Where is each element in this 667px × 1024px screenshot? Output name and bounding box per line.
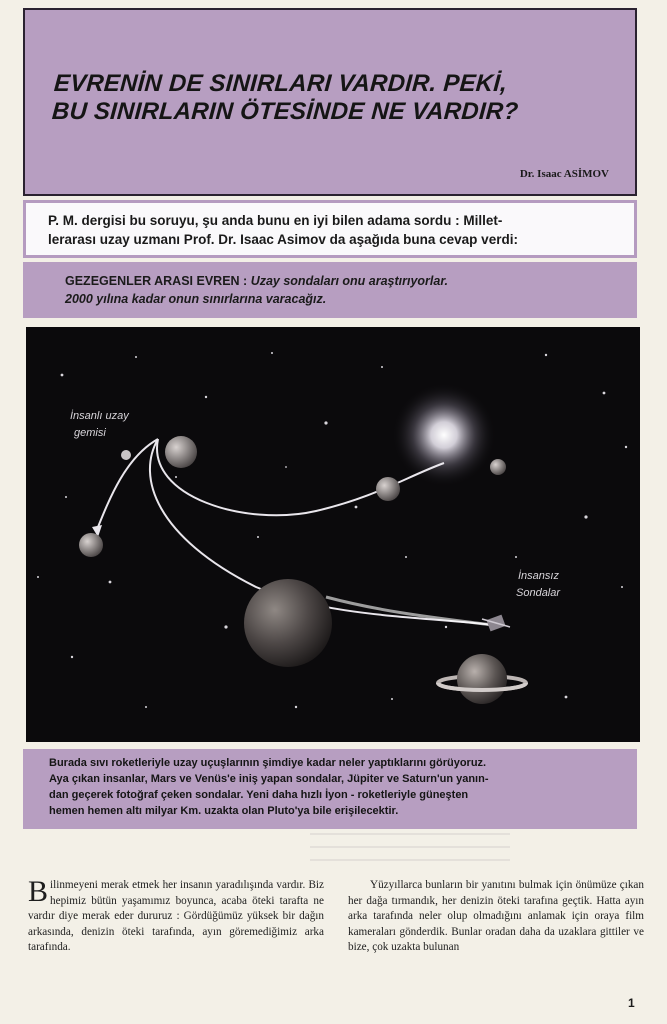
section-body-line-1: Uzay sondaları onu araştırıyorlar. [250, 274, 448, 288]
headline [51, 70, 615, 126]
stars [37, 352, 627, 708]
moon [121, 450, 131, 460]
body-right-text: Yüzyıllarca bunların bir yanıtını bulmak için önümüze çıkan her dağa tırmandık, her denizin öteki tarafına geçtik. Hatta ayın arka tarafında neler olup olmadığını anlamak için oraya film kameraları gönderdik. Bunlar oradan daha da uzaklara gittiler ve bize, çok uzakta bulunan [348, 879, 644, 954]
jupiter [244, 579, 332, 667]
section-label: GEZEGENLER ARASI EVREN : [65, 274, 248, 288]
body-left-text: ilinmeyeni merak etmek her insanın yaradılışında vardır. Biz hepimiz bütün yaşamımız boyunca, acaba öteki tarafta ne vardır diye merak eder dururuz : Gördüğümüz yüksek bir dağın arkasında, denizin öteki tarafında, ayın göremediğimiz arka tarafında. [28, 879, 324, 954]
caption-line-3: dan geçerek fotoğraf çeken sondalar. Yeni daha hızlı İyon - roketleriyle güneşten [49, 789, 469, 801]
intro-line-2: lerarası uzay uzmanı Prof. Dr. Isaac Asimov da aşağıda buna cevap verdi: [48, 232, 518, 247]
space-illustration-svg [26, 327, 640, 742]
label-manned-line-1: İnsanlı uzay [70, 410, 129, 422]
caption-box [23, 749, 637, 829]
intro-text [48, 211, 623, 249]
page-number: 1 [628, 996, 635, 1010]
sun [392, 383, 496, 487]
author-byline: Dr. Isaac ASİMOV [519, 168, 609, 180]
label-manned-line-2: gemisi [74, 427, 106, 439]
mercury [490, 459, 506, 475]
caption-line-4: hemen hemen altı milyar Km. uzakta olan Pluto'ya bile erişilecektir. [49, 805, 399, 817]
section-heading-box [23, 262, 637, 318]
intro-line-1: P. M. dergisi bu soruyu, şu anda bunu en iyi bilen adama sordu : Millet- [48, 213, 503, 228]
earth [165, 436, 197, 468]
drop-cap: B [28, 875, 49, 908]
space-illustration [26, 327, 640, 742]
headline-line-2: BU SINIRLARIN ÖTESİNDE NE VARDIR? [51, 98, 520, 125]
body-column-left [28, 875, 324, 956]
label-unmanned-line-2: Sondalar [516, 587, 561, 599]
venus [376, 477, 400, 501]
caption-line-1: Burada sıvı roketleriyle uzay uçuşlarının şimdiye kadar neler yaptıklarını görüyoruz. [49, 757, 487, 769]
headline-line-1: EVRENİN DE SINIRLARI VARDIR. PEKİ, [53, 70, 509, 97]
section-body-line-2: 2000 yılına kadar onun sınırlarına varacağız. [65, 292, 327, 306]
intro-box [23, 200, 637, 258]
section-text [65, 272, 625, 308]
body-column-right [348, 878, 644, 956]
caption-text [49, 755, 619, 819]
mars [79, 533, 103, 557]
title-box [23, 8, 637, 196]
label-unmanned-line-1: İnsansız [518, 570, 559, 582]
caption-line-2: Aya çıkan insanlar, Mars ve Venüs'e iniş yapan sondalar, Jüpiter ve Saturn'un yanın- [49, 773, 489, 785]
saturn [438, 654, 526, 704]
